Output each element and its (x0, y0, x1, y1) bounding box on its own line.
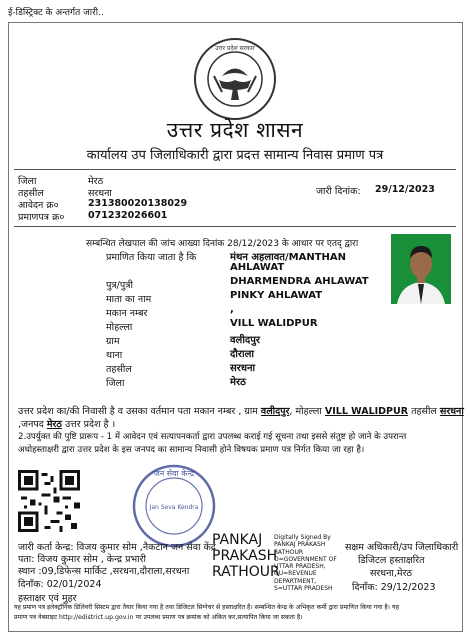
house-number-label: मकान नम्बर (106, 308, 148, 319)
top-caption: ई-डिस्ट्रिक्ट के अन्तर्गत जारी.. (8, 8, 104, 18)
father-label: पुत्र/पुत्री (106, 280, 133, 291)
tehsil-detail-value: सरधना (230, 363, 256, 374)
tehsil-detail-label: तहसील (106, 364, 132, 375)
signature-seal-label: हस्ताक्षर एवं मुहर (18, 593, 77, 604)
svg-text:जन सेवा केन्द्र: जन सेवा केन्द्र (153, 469, 195, 478)
paragraph-district: मेरठ (46, 419, 62, 430)
disclaimer-line1: यह प्रमाण पत्र इलेक्ट्रॉनिक डिलिवरी सिस्टम द्वारा तैयार किया गया है तथा डिजिटल सिग्नेचर से हस्ताक्षरित है। सम्बन्धित केन्द्र के अभिकृत कर्मी द्वारा प्रमाणित किया गया है। यह (14, 604, 399, 611)
verification-paragraph-line1: 2.उपर्युक्त की पुष्टि प्रारूप - 1 में आवेदन एवं सत्यापनकर्ता द्वारा उपलब्ध कराई गई सूचना तथा इससे संतुष्ट हो जाने के उपरान्त (18, 432, 407, 442)
mohalla-label: मोहल्ला (106, 322, 133, 333)
paragraph-village: वलीदपुर (260, 406, 290, 417)
issue-date-value: 29/12/2023 (375, 184, 435, 195)
certificate-number-value: 071232026601 (88, 210, 168, 221)
father-value: DHARMENDRA AHLAWAT (230, 276, 369, 287)
mother-label: माता का नाम (106, 294, 152, 305)
applicant-name-line1: मंथन अहलावत/MANTHAN (230, 252, 346, 263)
certify-label: प्रमाणित किया जाता है कि (106, 252, 197, 263)
authority-date: दिनाँक: 29/12/2023 (352, 582, 436, 593)
digital-signature-details: Digitally Signed By PANKAJ PRAKASH RATHOUR O=GOVERNMENT OF UTTAR PRADESH, OU=REVENUE DEPARTMENT, S=UTTAR PRADESH (274, 534, 337, 593)
issue-date-label: जारी दिनांक: (316, 186, 361, 197)
digital-signature-name: PANKAJ PRAKASH RATHOUR (212, 532, 280, 580)
applicant-name-line2: AHLAWAT (230, 262, 285, 273)
mother-value: PINKY AHLAWAT (230, 290, 323, 301)
verification-paragraph-line2: अधोहस्ताक्षरी द्वारा उत्तर प्रदेश के इस जनपद का सामान्य निवासी होने विषयक प्रमाण पत्र निर्गत किया जा रहा है। (18, 445, 365, 455)
svg-text:उत्तर प्रदेश सरकार: उत्तर प्रदेश सरकार (215, 45, 255, 52)
village-label: ग्राम (106, 336, 120, 347)
paragraph-text: , मोहल्ला (289, 406, 322, 417)
intro-line: सम्बन्धित लेखपाल की जांच आख्या दिनांक 28/12/2023 के आधार पर एतद् द्वारा (86, 239, 359, 249)
official-stamp (130, 462, 218, 550)
police-station-value: दौराला (230, 349, 254, 360)
mohalla-value: VILL WALIDPUR (230, 318, 318, 329)
issuing-center: जारी कर्ता केन्द्र: विजय कुमार सोम ,नैकटान जन सेवा केंद्र (18, 542, 216, 553)
district-detail-label: जिला (106, 378, 125, 389)
residence-paragraph-line1 (18, 404, 464, 417)
police-station-label: थाना (106, 350, 123, 361)
paragraph-tehsil: सरधना (439, 406, 464, 417)
divider-top (14, 169, 456, 170)
paragraph-mohalla: VILL WALIDPUR (324, 406, 409, 417)
center-place: स्थान :09,डिफेन्स मार्किट ,सरधना,दौराला,सरधना (18, 566, 190, 577)
up-government-emblem (192, 36, 278, 122)
application-number-label: आवेदन क्र० (18, 200, 59, 211)
authority-title: सक्षम अधिकारी/उप जिलाधिकारी (345, 542, 459, 553)
document-subtitle: कार्यालय उप जिलाधिकारी द्वारा प्रदत्त सामान्य निवास प्रमाण पत्र (86, 148, 384, 163)
center-date: दिनाँक: 02/01/2024 (18, 579, 102, 590)
applicant-photo-image (391, 234, 451, 304)
divider-middle (14, 226, 456, 227)
village-value: वलीदपुर (230, 335, 261, 346)
paragraph-text: ,जनपद (18, 419, 44, 430)
paragraph-text: तहसील (411, 406, 437, 417)
applicant-photo (391, 234, 451, 304)
center-address: पता: विजय कुमार सोम , केन्द्र प्रभारी (18, 554, 146, 565)
authority-place: सरधना,मेरठ (370, 568, 412, 579)
qr-code (18, 470, 80, 532)
paragraph-text: उत्तर प्रदेश है । (64, 419, 116, 430)
house-number-value: , (230, 304, 234, 315)
district-value: मेरठ (88, 176, 104, 187)
residence-paragraph-line2 (18, 417, 115, 430)
disclaimer-line2: प्रमाण पत्र वेबसाइट http://edistrict.up.gov.in पर उपलब्ध प्रमाण पत्र क्रमांक को अंकित कर,सत्यापित किया जा सकता है। (14, 614, 303, 621)
paragraph-text: उत्तर प्रदेश का/की निवासी है व उसका वर्तमान पता मकान नम्बर , ग्राम (18, 406, 258, 417)
authority-sign-type: डिजिटल हस्ताक्षरित (358, 555, 425, 566)
district-label: जिला (18, 176, 37, 187)
document-title: उत्तर प्रदेश शासन (166, 118, 304, 142)
svg-text:Jan Seva Kendra: Jan Seva Kendra (149, 504, 199, 511)
application-number-value: 231380020138029 (88, 198, 188, 209)
district-detail-value: मेरठ (230, 377, 246, 388)
tehsil-label: तहसील (18, 188, 44, 199)
tehsil-value: सरधना (88, 188, 112, 199)
certificate-number-label: प्रमाणपत्र क्र० (18, 212, 65, 223)
